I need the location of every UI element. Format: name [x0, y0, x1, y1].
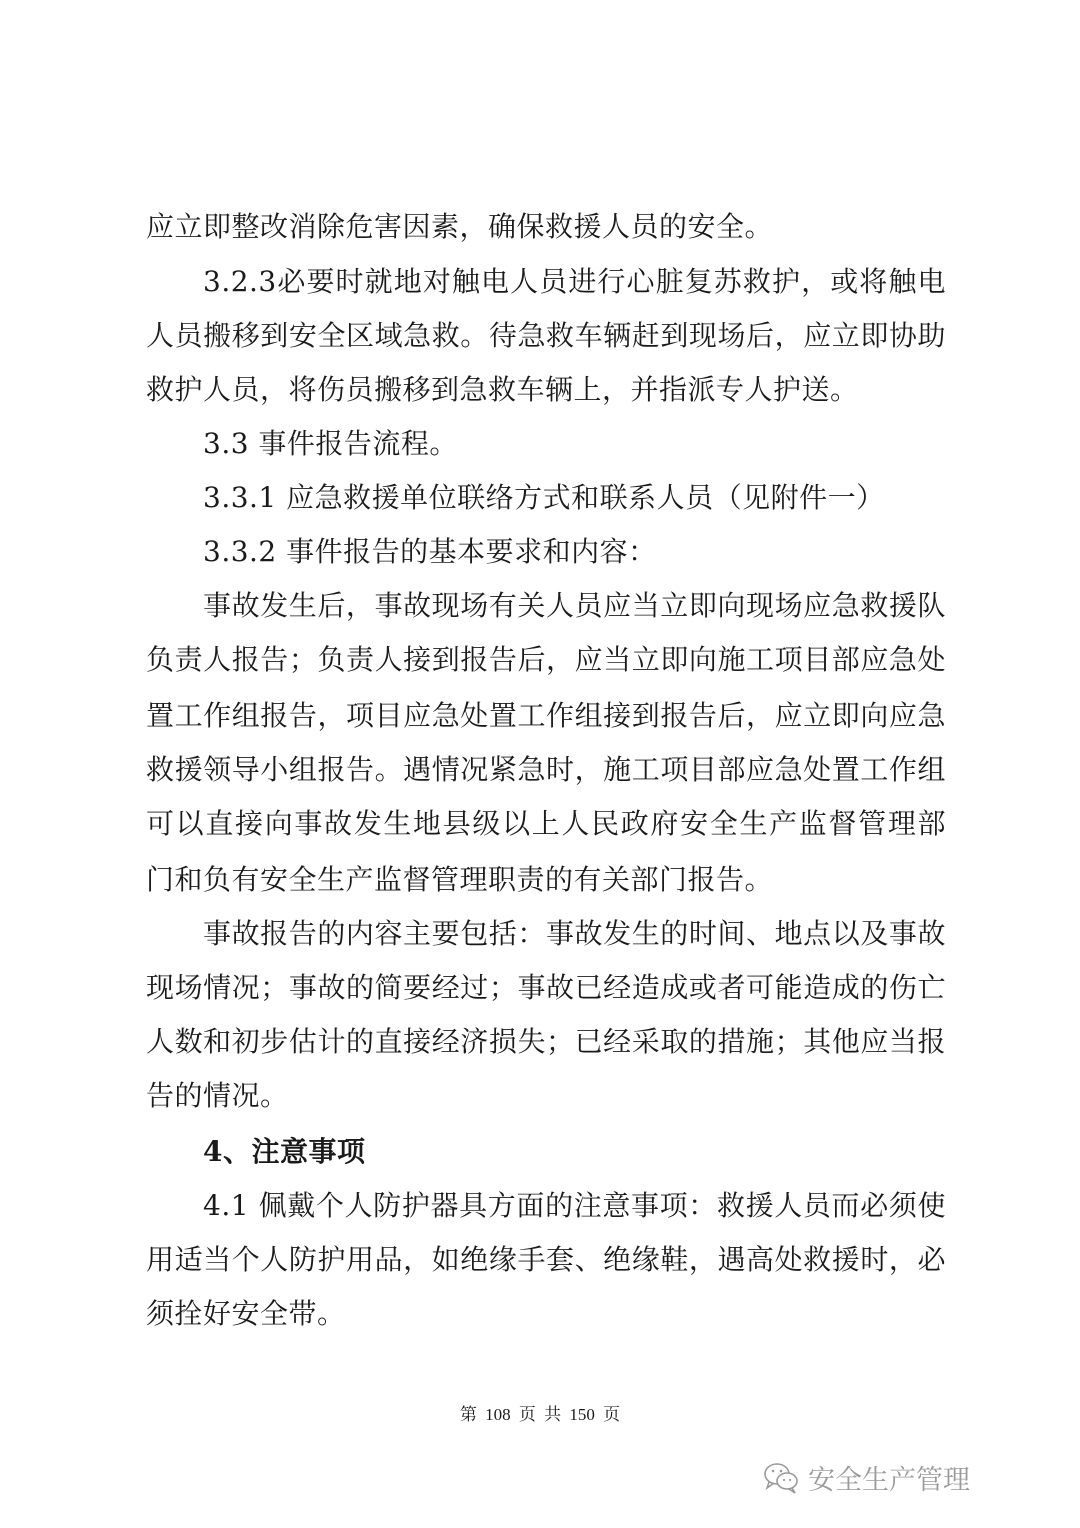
text-line: 负责人报告；负责人接到报告后，应当立即向施工项目部应急处 [146, 643, 946, 676]
text-line: 救护人员，将伤员搬移到急救车辆上，并指派专人护送。 [146, 373, 859, 406]
text-line: 事故发生后，事故现场有关人员应当立即向现场应急救援队 [203, 589, 946, 622]
text-line: 3.3.2 事件报告的基本要求和内容： [203, 535, 657, 568]
text-line: 人数和初步估计的直接经济损失；已经采取的措施；其他应当报 [146, 1025, 946, 1058]
text-line: 4.1 佩戴个人防护器具方面的注意事项：救援人员而必须使 [203, 1189, 946, 1222]
text-line: 须拴好安全带。 [146, 1297, 346, 1330]
section-heading: 4、注意事项 [203, 1135, 366, 1168]
text-line: 3.3 事件报告流程。 [203, 427, 458, 460]
text-line: 用适当个人防护用品，如绝缘手套、绝缘鞋，遇高处救援时，必 [146, 1243, 946, 1276]
text-line: 3.3.1 应急救援单位联络方式和联系人员（见附件一） [203, 481, 885, 514]
brand-name: 安全生产管理 [808, 1465, 970, 1496]
text-line: 置工作组报告，项目应急处置工作组接到报告后，应立即向应急 [146, 699, 946, 732]
page-number: 第 108 页 共 150 页 [459, 1405, 621, 1424]
text-line: 人员搬移到安全区域急救。待急救车辆赶到现场后，应立即协助 [146, 319, 946, 352]
text-line: 应立即整改消除危害因素，确保救援人员的安全。 [146, 210, 774, 243]
wechat-icon [762, 1461, 802, 1495]
text-line: 事故报告的内容主要包括：事故发生的时间、地点以及事故 [203, 917, 946, 950]
text-line: 门和负有安全生产监督管理职责的有关部门报告。 [146, 863, 774, 896]
text-line: 救援领导小组报告。遇情况紧急时，施工项目部应急处置工作组 [146, 753, 946, 786]
brand-watermark [762, 1458, 970, 1497]
text-line: 可以直接向事故发生地县级以上人民政府安全生产监督管理部 [146, 807, 946, 840]
text-line: 告的情况。 [146, 1079, 289, 1112]
text-line: 现场情况；事故的简要经过；事故已经造成或者可能造成的伤亡 [146, 971, 946, 1004]
text-line: 3.2.3必要时就地对触电人员进行心脏复苏救护，或将触电 [203, 265, 946, 298]
